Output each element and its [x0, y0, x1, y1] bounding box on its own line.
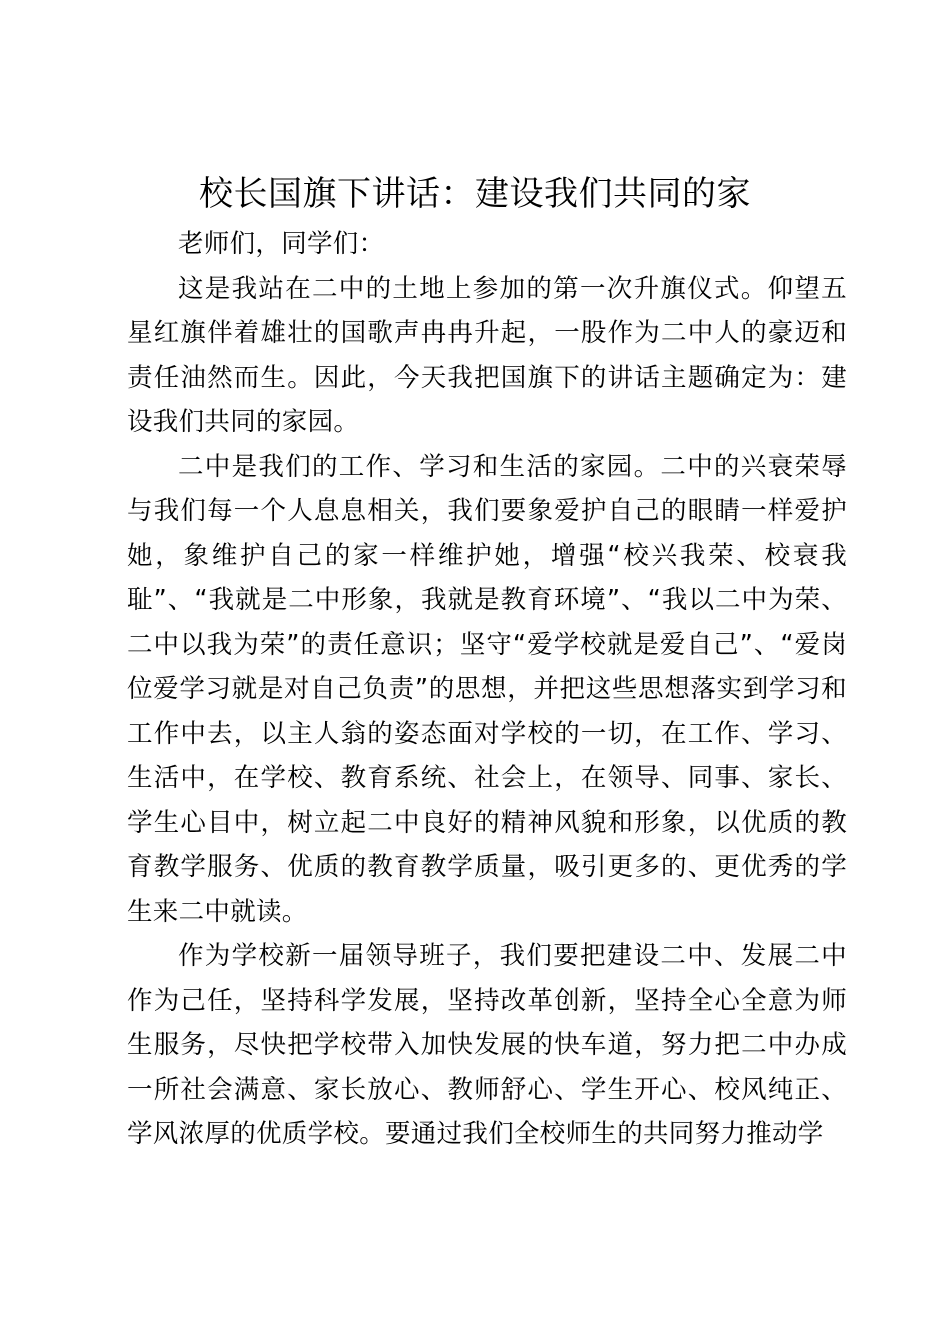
paragraph-3: 作为学校新一届领导班子，我们要把建设二中、发展二中作为己任，坚持科学发展，坚持改革创新，坚持全心全意为师生服务，尽快把学校带入加快发展的快车道，努力把二中办成一所社会满意、家长放心、教师舒心、学生开心、校风纯正、学风浓厚的优质学校。要通过我们全校师生的共同努力推动学 — [127, 941, 847, 1149]
paragraph-1: 这是我站在二中的土地上参加的第一次升旗仪式。仰望五星红旗伴着雄壮的国歌声冉冉升起，一股作为二中人的豪迈和责任油然而生。因此，今天我把国旗下的讲话主题确定为：建设我们共同的家园。 — [127, 273, 847, 437]
document-body — [127, 222, 847, 1157]
paragraph-greeting: 老师们，同学们： — [178, 229, 385, 259]
document-title: 校长国旗下讲话：建设我们共同的家 — [199, 174, 751, 214]
paragraph-2: 二中是我们的工作、学习和生活的家园。二中的兴衰荣辱与我们每一个人息息相关，我们要象爱护自己的眼睛一样爱护她，象维护自己的家一样维护她，增强“校兴我荣、校衰我耻”、“我就是二中形象，我就是教育环境”、“我以二中为荣、二中以我为荣”的责任意识；坚守“爱学校就是爱自己”、“爱岗位爱学习就是对自己负责”的思想，并把这些思想落实到学习和工作中去，以主人翁的姿态面对学校的一切，在工作、学习、生活中，在学校、教育系统、社会上，在领导、同事、家长、学生心目中，树立起二中良好的精神风貌和形象，以优质的教育教学服务、优质的教育教学质量，吸引更多的、更优秀的学生来二中就读。 — [127, 451, 847, 927]
